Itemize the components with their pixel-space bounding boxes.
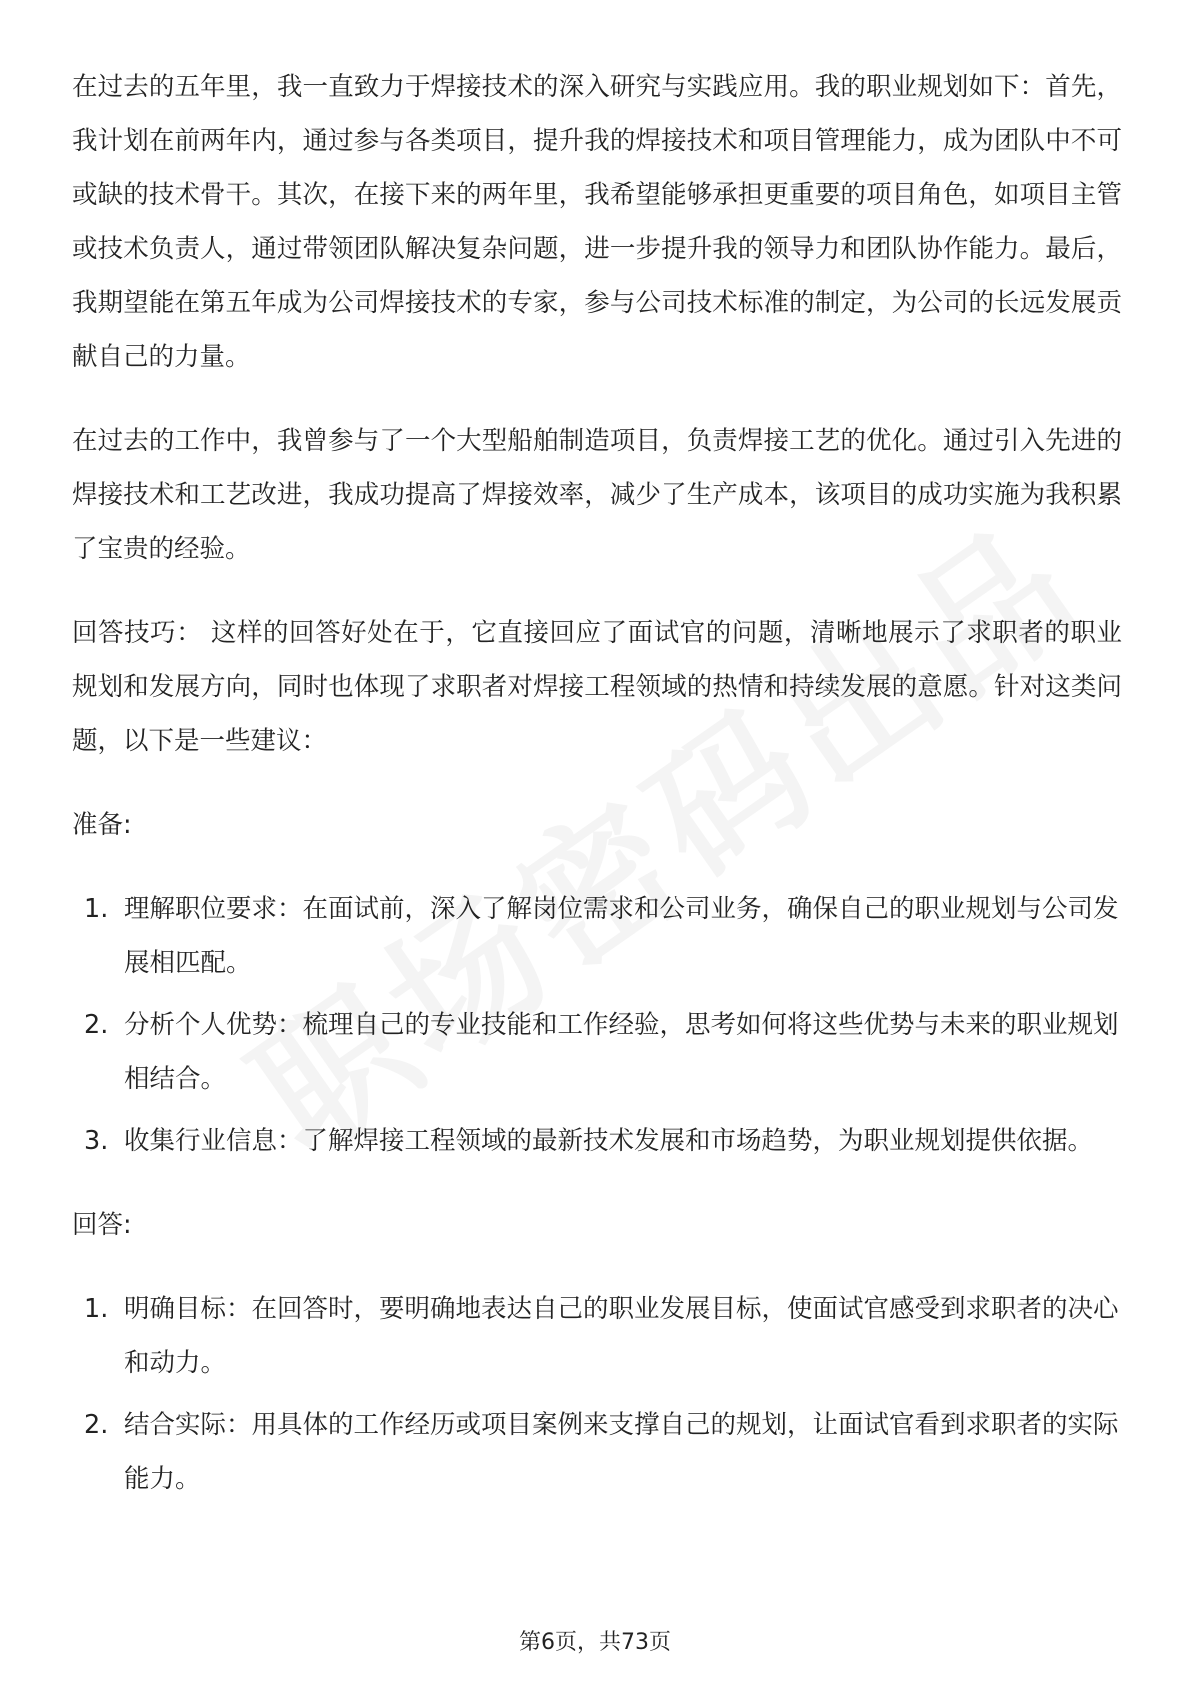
list-number: 2. (84, 1410, 109, 1440)
list-item-text: 分析个人优势：梳理自己的专业技能和工作经验，思考如何将这些优势与未来的职业规划相结合。 (124, 1010, 1119, 1094)
list-number: 1. (84, 1294, 109, 1324)
document-body (72, 60, 1122, 1536)
list-item (72, 998, 1122, 1106)
list-item (72, 1398, 1122, 1506)
list-number: 3. (84, 1126, 109, 1156)
paragraph-answer-tips: 回答技巧： 这样的回答好处在于，它直接回应了面试官的问题，清晰地展示了求职者的职业规划和发展方向，同时也体现了求职者对焊接工程领域的热情和持续发展的意愿。针对这类问题，以下是一些建议： (72, 618, 1122, 756)
list-number: 2. (84, 1010, 109, 1040)
list-preparation (72, 882, 1122, 1168)
paragraph-project-experience: 在过去的工作中，我曾参与了一个大型船舶制造项目，负责焊接工艺的优化。通过引入先进的焊接技术和工艺改进，我成功提高了焊接效率，减少了生产成本，该项目的成功实施为我积累了宝贵的经验。 (72, 426, 1122, 564)
page-footer: 第6页，共73页 (519, 1630, 671, 1655)
list-answer (72, 1282, 1122, 1506)
list-item (72, 882, 1122, 990)
list-item (72, 1114, 1122, 1168)
list-number: 1. (84, 894, 109, 924)
list-item-text: 结合实际：用具体的工作经历或项目案例来支撑自己的规划，让面试官看到求职者的实际能力。 (124, 1410, 1119, 1494)
heading-answer: 回答: (72, 1210, 132, 1240)
list-item (72, 1282, 1122, 1390)
list-item-text: 明确目标：在回答时，要明确地表达自己的职业发展目标，使面试官感受到求职者的决心和动力。 (124, 1294, 1119, 1378)
list-item-text: 理解职位要求：在面试前，深入了解岗位需求和公司业务，确保自己的职业规划与公司发展相匹配。 (124, 894, 1119, 978)
paragraph-career-plan: 在过去的五年里，我一直致力于焊接技术的深入研究与实践应用。我的职业规划如下：首先，我计划在前两年内，通过参与各类项目，提升我的焊接技术和项目管理能力，成为团队中不可或缺的技术骨干。其次，在接下来的两年里，我希望能够承担更重要的项目角色，如项目主管或技术负责人，通过带领团队解决复杂问题，进一步提升我的领导力和团队协作能力。最后，我期望能在第五年成为公司焊接技术的专家，参与公司技术标准的制定，为公司的长远发展贡献自己的力量。 (72, 72, 1122, 372)
heading-preparation: 准备: (72, 810, 132, 840)
list-item-text: 收集行业信息：了解焊接工程领域的最新技术发展和市场趋势，为职业规划提供依据。 (124, 1126, 1094, 1156)
